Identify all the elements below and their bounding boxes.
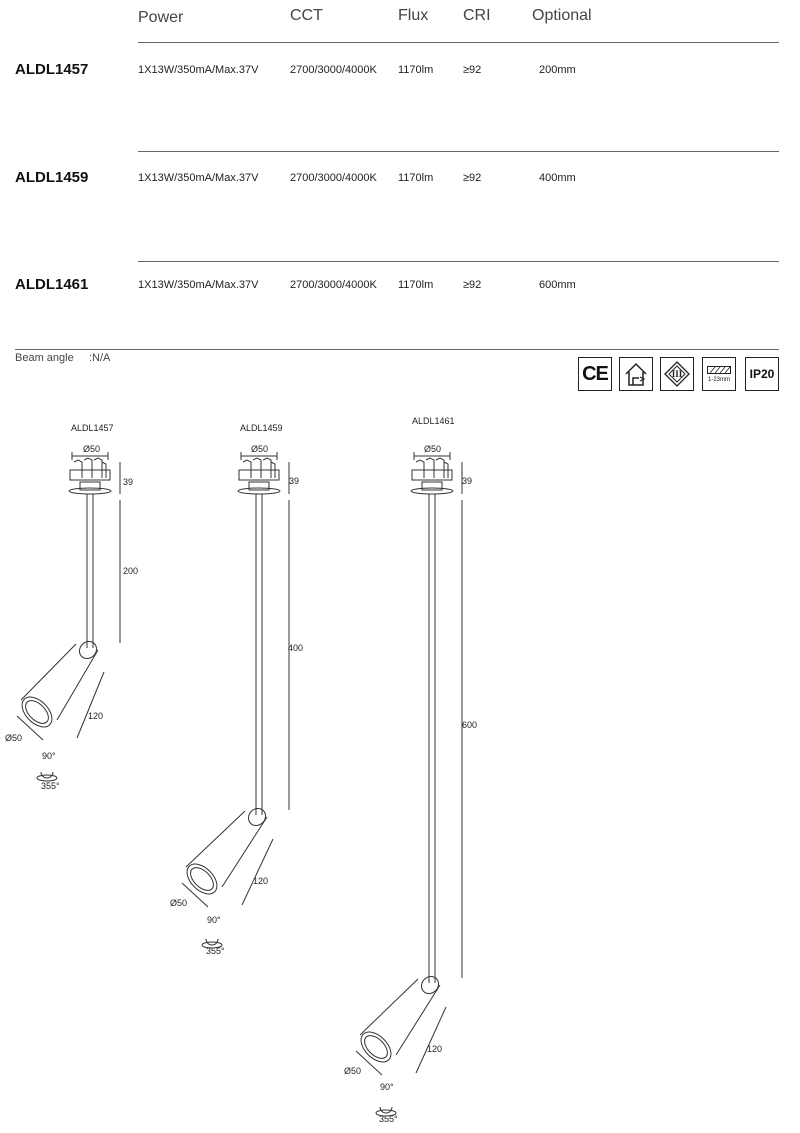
spring-clip <box>416 458 448 478</box>
mount-housing <box>239 470 279 480</box>
rotation-angle-label: 355° <box>41 781 60 791</box>
body-outline <box>360 979 443 1055</box>
trim-ring <box>80 482 100 490</box>
trim-ring <box>422 482 442 490</box>
beam-angle-label: Beam angle <box>15 352 74 364</box>
body-diameter-label: Ø50 <box>170 898 188 908</box>
cct-value: 2700/3000/4000K <box>290 64 377 76</box>
stem-length-label: 200 <box>123 566 139 576</box>
body-back-cap <box>76 638 100 662</box>
lens <box>186 863 217 894</box>
lens-ring <box>355 1026 396 1067</box>
drawing-model-label: ALDL1461 <box>412 416 455 426</box>
cct-value: 2700/3000/4000K <box>290 279 377 291</box>
spring-clip <box>243 458 275 478</box>
cri-value: ≥92 <box>463 64 482 76</box>
diameter-top-label: Ø50 <box>251 444 269 454</box>
ceiling-trim <box>411 488 453 494</box>
ip-rating-text: IP20 <box>749 367 775 381</box>
diameter-top-label: Ø50 <box>83 444 101 454</box>
mount-housing <box>412 470 452 480</box>
model-name: ALDL1461 <box>15 276 89 293</box>
lens-ring <box>181 858 222 899</box>
flux-value: 1170lm <box>398 64 434 76</box>
trim-ring <box>249 482 269 490</box>
beam-angle-value: :N/A <box>89 352 111 364</box>
optional-value: 200mm <box>539 64 576 76</box>
ce-mark-text: CE <box>582 362 608 385</box>
header-optional: Optional <box>532 7 592 24</box>
header-power: Power <box>138 9 184 26</box>
body-diameter-dimension-line <box>17 716 43 740</box>
ceiling-trim <box>69 488 111 494</box>
stem-length-label: 400 <box>288 643 304 653</box>
spring-clip <box>74 458 106 478</box>
body-outline <box>21 644 98 720</box>
model-name: ALDL1457 <box>15 61 89 78</box>
header-cct: CCT <box>290 7 323 24</box>
drawing-model-label: ALDL1457 <box>71 423 114 433</box>
header-cri: CRI <box>463 7 491 24</box>
body-diameter-label: Ø50 <box>5 733 23 743</box>
body-length-dimension-line <box>77 672 104 738</box>
header-flux: Flux <box>398 7 429 24</box>
mount-housing <box>70 470 110 480</box>
rotation-angle-label: 355° <box>379 1114 398 1124</box>
body-length-label: 120 <box>253 876 269 886</box>
drawing-model-label: ALDL1459 <box>240 423 283 433</box>
top-height-label: 39 <box>123 477 134 487</box>
cri-value: ≥92 <box>463 279 482 291</box>
cri-value: ≥92 <box>463 172 482 184</box>
class-iii-text: III <box>671 369 683 379</box>
body-back-cap <box>245 805 269 829</box>
cct-value: 2700/3000/4000K <box>290 172 377 184</box>
body-diameter-dimension-line <box>182 883 208 907</box>
diameter-top-label: Ø50 <box>424 444 442 454</box>
body-length-label: 120 <box>427 1044 443 1054</box>
body-length-label: 120 <box>88 711 104 721</box>
lens <box>21 696 52 727</box>
body-back-cap <box>418 973 442 997</box>
body-outline <box>186 811 267 887</box>
rotation-angle-label: 355° <box>206 946 225 956</box>
power-value: 1X13W/350mA/Max.37V <box>138 279 259 291</box>
lens <box>360 1031 391 1062</box>
tilt-angle-label: 90° <box>207 915 221 925</box>
ceiling-trim <box>238 488 280 494</box>
top-height-label: 39 <box>462 476 473 486</box>
power-value: 1X13W/350mA/Max.37V <box>138 64 259 76</box>
flux-value: 1170lm <box>398 172 434 184</box>
model-name: ALDL1459 <box>15 169 89 186</box>
body-diameter-label: Ø50 <box>344 1066 362 1076</box>
tilt-angle-label: 90° <box>380 1082 394 1092</box>
top-height-label: 39 <box>289 476 300 486</box>
stem-length-label: 600 <box>462 720 478 730</box>
optional-value: 400mm <box>539 172 576 184</box>
cutout-caption: 1-23mm <box>707 376 730 383</box>
tilt-angle-label: 90° <box>42 751 56 761</box>
power-value: 1X13W/350mA/Max.37V <box>138 172 259 184</box>
body-diameter-dimension-line <box>356 1051 382 1075</box>
flux-value: 1170lm <box>398 279 434 291</box>
optional-value: 600mm <box>539 279 576 291</box>
